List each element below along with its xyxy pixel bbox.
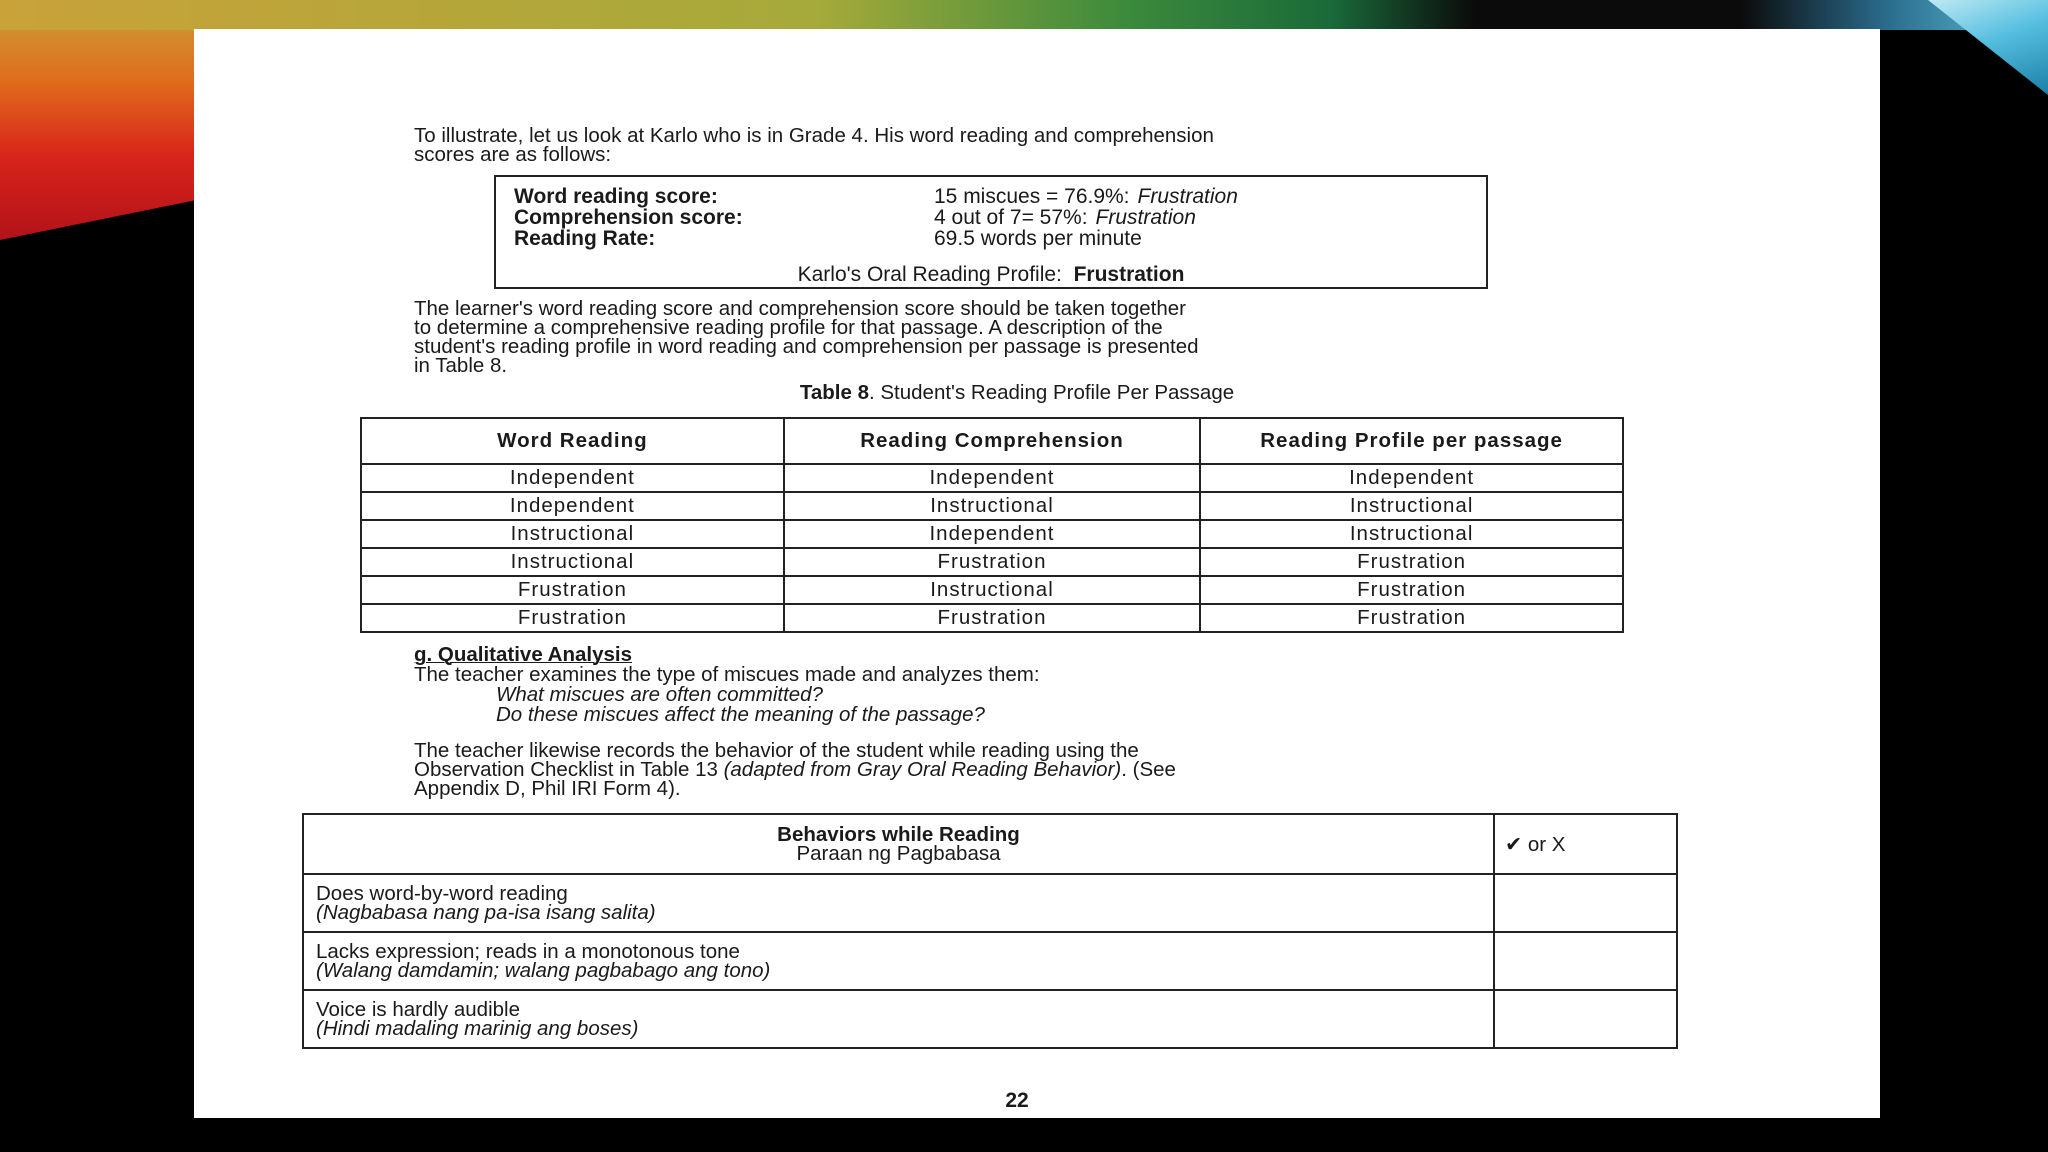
table8-caption: Table 8. Student's Reading Profile Per Passage	[799, 381, 1235, 404]
score-label: Comprehension score:	[514, 206, 743, 229]
column-header: Word Reading	[361, 418, 784, 464]
paragraph-line: Observation Checklist in Table 13 (adapted from Gray Oral Reading Behavior). (See	[414, 758, 1176, 781]
reading-profile-table	[360, 417, 1624, 633]
check-or-x-header: ✔ or X	[1494, 814, 1677, 874]
table-cell: Independent	[784, 464, 1200, 492]
table-row	[361, 520, 1623, 548]
mark-cell[interactable]	[1494, 990, 1677, 1048]
table-cell: Instructional	[784, 492, 1200, 520]
behavior-cell: Does word-by-word reading (Nagbabasa nang pa-isa isang salita)	[303, 874, 1494, 932]
score-label: Word reading score:	[514, 185, 718, 208]
behavior-cell: Lacks expression; reads in a monotonous tone (Walang damdamin; walang pagbabago ang tono)	[303, 932, 1494, 990]
table-cell: Instructional	[784, 576, 1200, 604]
page-number: 22	[1005, 1089, 1029, 1112]
intro-line: To illustrate, let us look at Karlo who is in Grade 4. His word reading and comprehension	[414, 124, 1214, 147]
table-cell: Frustration	[1200, 604, 1623, 632]
table-cell: Independent	[1200, 464, 1623, 492]
behavior-cell: Voice is hardly audible (Hindi madaling marinig ang boses)	[303, 990, 1494, 1048]
table-row	[361, 464, 1623, 492]
table-row	[361, 548, 1623, 576]
paragraph-line: student's reading profile in word reading and comprehension per passage is presented	[414, 335, 1199, 358]
table-cell: Independent	[361, 492, 784, 520]
table-cell: Independent	[784, 520, 1200, 548]
slide-decoration-right	[1928, 0, 2048, 95]
section-heading: g. Qualitative Analysis	[414, 643, 632, 666]
table-row	[303, 932, 1677, 990]
table-cell: Instructional	[1200, 520, 1623, 548]
intro-paragraph	[414, 126, 1674, 164]
table-cell: Frustration	[784, 548, 1200, 576]
table-row	[361, 604, 1623, 632]
table-row	[361, 492, 1623, 520]
paragraph-line: The teacher likewise records the behavior of the student while reading using the	[414, 739, 1139, 762]
mark-cell[interactable]	[1494, 874, 1677, 932]
guide-question: What miscues are often committed?	[496, 683, 823, 706]
mark-cell[interactable]	[1494, 932, 1677, 990]
paragraph-line: The learner's word reading score and comprehension score should be taken together	[414, 297, 1186, 320]
table-row	[303, 990, 1677, 1048]
score-value: 15 miscues = 76.9%: Frustration	[934, 185, 1238, 208]
table-cell: Frustration	[361, 576, 784, 604]
profile-paragraph	[414, 299, 1674, 375]
score-value: 4 out of 7= 57%: Frustration	[934, 206, 1196, 229]
oral-reading-profile: Karlo's Oral Reading Profile: Frustration	[797, 263, 1185, 286]
table-cell: Frustration	[1200, 548, 1623, 576]
document-page	[194, 29, 1880, 1118]
table-row	[303, 874, 1677, 932]
intro-line: scores are as follows:	[414, 143, 612, 166]
score-value: 69.5 words per minute	[934, 227, 1142, 250]
paragraph-line: to determine a comprehensive reading profile for that passage. A description of the	[414, 316, 1163, 339]
table-row	[361, 576, 1623, 604]
table-cell: Frustration	[361, 604, 784, 632]
score-label: Reading Rate:	[514, 227, 656, 250]
table-cell: Instructional	[1200, 492, 1623, 520]
observation-checklist-table	[302, 813, 1678, 1049]
paragraph-line: in Table 8.	[414, 354, 508, 377]
behaviors-header: Behaviors while Reading Paraan ng Pagbabasa	[303, 814, 1494, 874]
section-text: The teacher examines the type of miscues made and analyzes them:	[414, 663, 1040, 686]
table-cell: Instructional	[361, 520, 784, 548]
column-header: Reading Profile per passage	[1200, 418, 1623, 464]
paragraph-line: Appendix D, Phil IRI Form 4).	[414, 777, 681, 800]
checklist-paragraph	[414, 741, 1674, 798]
score-box	[494, 175, 1488, 289]
column-header: Reading Comprehension	[784, 418, 1200, 464]
table-cell: Independent	[361, 464, 784, 492]
slide-decoration-top	[0, 0, 2048, 30]
qualitative-analysis-section	[414, 645, 1554, 725]
slide-decoration-left	[0, 0, 200, 240]
table-cell: Frustration	[784, 604, 1200, 632]
guide-question: Do these miscues affect the meaning of the passage?	[496, 703, 985, 726]
table-cell: Frustration	[1200, 576, 1623, 604]
table-cell: Instructional	[361, 548, 784, 576]
